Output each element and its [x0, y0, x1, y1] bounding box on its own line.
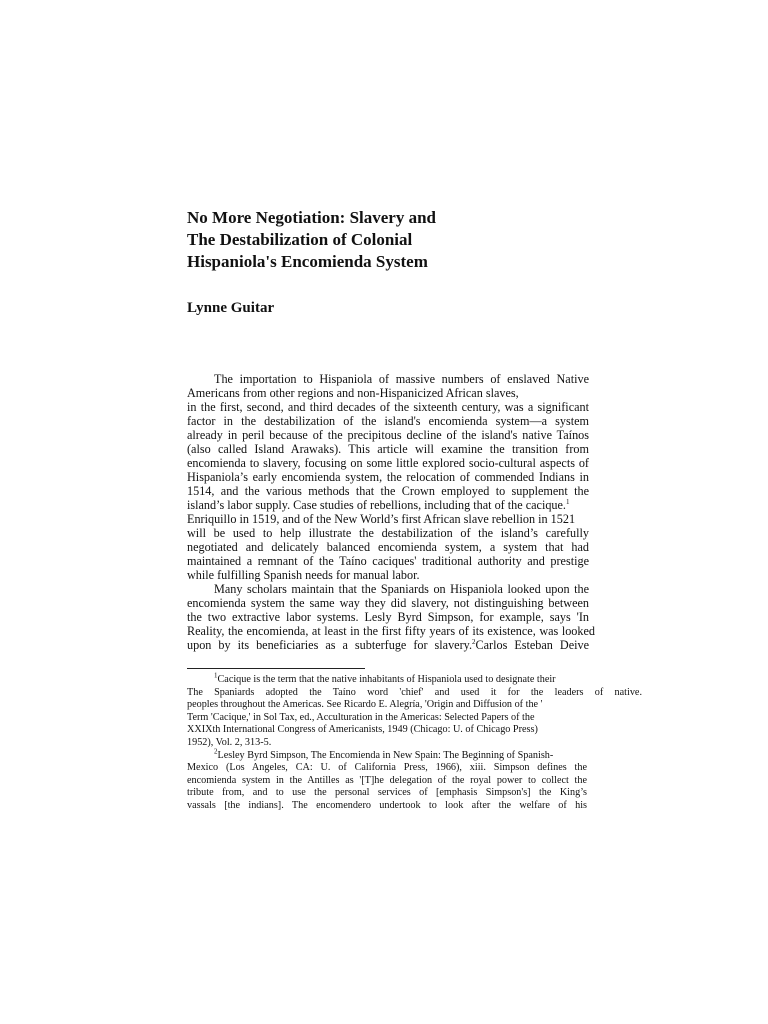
- body-line: encomienda to slavery, focusing on some little explored socio-cultural aspects of: [187, 456, 589, 470]
- footnote-line: peoples throughout the Americas. See Ricardo E. Alegría, 'Origin and Diffusion of the ': [187, 699, 543, 711]
- footnote-line: Term 'Cacique,' in Sol Tax, ed., Acculturation in the Americas: Selected Papers of the: [187, 711, 535, 723]
- body-line: Many scholars maintain that the Spaniards on Hispaniola looked upon the: [214, 582, 589, 596]
- footnote-divider: [187, 668, 365, 669]
- footnote-line: tribute from, and to use the personal services of [emphasis Simpson's] the King’s: [187, 787, 587, 799]
- footnote-line: [187, 747, 587, 763]
- footnote-text: Lesley Byrd Simpson, The Encomienda in New Spain: The Beginning of Spanish-: [217, 749, 554, 761]
- author-name: Lynne Guitar: [187, 300, 275, 316]
- body-line: in the first, second, and third decades of the sixteenth century, was a significant: [187, 400, 589, 414]
- footnote-line: encomienda system in the Antilles as '[T]he delegation of the royal power to collect the: [187, 774, 587, 786]
- body-line-text: upon by its beneficiaries as a subterfuge for slavery.: [187, 638, 472, 652]
- body-line: maintained a remnant of the Taíno caciques' traditional authority and prestige: [187, 554, 589, 568]
- footnote-mark-2: 2: [214, 747, 218, 756]
- body-line: encomienda system the same way they did slavery, not distinguishing between: [187, 596, 589, 610]
- article-body: [187, 372, 595, 652]
- title-line: The Destabilization of Colonial: [187, 230, 413, 249]
- body-line: already in peril because of the precipitous decline of the island's native Taínos: [187, 428, 589, 442]
- body-line: negotiated and delicately balanced encomienda system, a system that had: [187, 540, 589, 554]
- footnote-mark-1: 1: [214, 671, 218, 680]
- body-line: Reality, the encomienda, at least in the first fifty years of its existence, was looked: [187, 624, 595, 638]
- footnote-line: Mexico (Los Angeles, CA: U. of California Press, 1966), xiii. Simpson defines the: [187, 762, 587, 774]
- body-line: The importation to Hispaniola of massive numbers of enslaved Native: [214, 372, 589, 386]
- footnote-line: The Spaniards adopted the Taíno word 'chief' and used it for the leaders of native.: [187, 686, 642, 698]
- title-line: No More Negotiation: Slavery and: [187, 208, 436, 227]
- footnote-ref-1: 1: [565, 497, 570, 506]
- body-line: factor in the destabilization of the island's encomienda system—a system: [187, 414, 589, 428]
- title-line: Hispaniola's Encomienda System: [187, 252, 428, 271]
- footnote-ref-2: 2: [472, 637, 476, 646]
- footnote-line: 1952), Vol. 2, 313-5.: [187, 736, 272, 748]
- footnotes: [187, 671, 642, 813]
- body-line: [187, 638, 589, 652]
- body-line: the two extractive labor systems. Lesly Byrd Simpson, for example, says 'In: [187, 610, 589, 624]
- body-line: while fulfilling Spanish needs for manual labor.: [187, 568, 420, 582]
- footnote-line: vassals [the indians]. The encomendero undertook to look after the welfare of his: [187, 799, 587, 811]
- body-line: 1514, and the various methods that the Crown employed to supplement the: [187, 484, 589, 498]
- footnote-line: [187, 671, 587, 687]
- body-line: Americans from other regions and non-Hispanicized African slaves,: [187, 386, 519, 400]
- body-line: will be used to help illustrate the destabilization of the island’s carefully: [187, 526, 589, 540]
- article-title: [187, 207, 607, 273]
- body-line-text: island’s labor supply. Case studies of rebellions, including that of the cacique.: [187, 498, 566, 512]
- body-line: Hispaniola’s early encomienda system, the relocation of commended Indians in: [187, 470, 589, 484]
- body-line: (also called Island Arawaks). This article will examine the transition from: [187, 442, 589, 456]
- footnote-line: XXIXth International Congress of Americanists, 1949 (Chicago: U. of Chicago Press): [187, 724, 538, 736]
- body-line-text: Carlos Esteban Deive: [475, 638, 589, 652]
- body-line: Enriquillo in 1519, and of the New World’s first African slave rebellion in 1521: [187, 512, 576, 526]
- footnote-text: Cacique is the term that the native inhabitants of Hispaniola used to designate their: [217, 674, 556, 685]
- body-line: [187, 498, 589, 512]
